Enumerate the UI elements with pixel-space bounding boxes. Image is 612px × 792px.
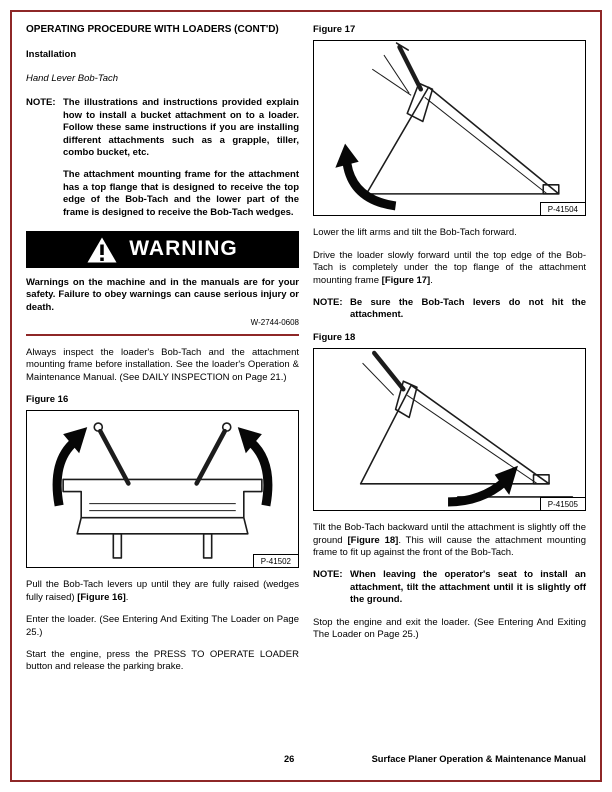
warning-statement: Warnings on the machine and in the manuals are for your safety. Failure to obey warnings can cause serious injury or death.	[26, 277, 299, 313]
start-engine-paragraph: Start the engine, press the PRESS TO OPERATE LOADER button and release the parking brake.	[26, 648, 299, 673]
figure-17-label: Figure 17	[313, 24, 356, 35]
bobtach-tilt-backward-drawing	[314, 349, 585, 510]
section-heading: OPERATING PROCEDURE WITH LOADERS (CONT'D)	[26, 24, 279, 35]
note-illustrations	[26, 97, 299, 159]
note-levers	[313, 297, 586, 322]
note-leaving-seat	[313, 569, 586, 606]
figure-16-label: Figure 16	[26, 393, 69, 405]
note-continuation: The attachment mounting frame for the attachment has a top flange that is designed to receive the top edge of the Bob-Tach and the lower part of the frame is designed to receive the Bob-Tach wedges.	[63, 169, 299, 218]
paragraph-text: .	[125, 591, 129, 603]
manual-title: Surface Planer Operation & Maintenance Manual	[371, 754, 586, 764]
figure-17-reference: [Figure 17]	[381, 274, 431, 286]
bobtach-front-view-drawing	[27, 411, 298, 567]
stop-engine-paragraph: Stop the engine and exit the loader. (See Entering And Exiting The Loader on Page 25.)	[313, 616, 586, 641]
bobtach-tilt-forward-drawing	[314, 41, 585, 215]
lower-arms-paragraph: Lower the lift arms and tilt the Bob-Tach forward.	[313, 227, 517, 239]
warning-code: W-2744-0608	[250, 318, 299, 328]
note-label: NOTE:	[313, 297, 343, 309]
note-label: NOTE:	[26, 97, 56, 109]
figure-16-image	[26, 410, 299, 568]
warning-title: WARNING	[129, 237, 238, 261]
note-text: The illustrations and instructions provided explain how to install a bucket attachment on to a loader. Follow these same instructions if you are installing different attachments such as a grapple, tiller, combo bucket, etc.	[63, 97, 299, 159]
figure-18-label: Figure 18	[313, 331, 356, 343]
section-divider	[26, 334, 299, 336]
note-text: When leaving the operator's seat to install an attachment, tilt the attachment until it is slightly off the ground.	[350, 569, 586, 606]
page-content	[26, 24, 586, 684]
page-footer	[26, 754, 586, 768]
figure-18-reference: [Figure 18]	[347, 534, 399, 546]
enter-loader-paragraph: Enter the loader. (See Entering And Exiting The Loader on Page 25.)	[26, 614, 299, 638]
warning-banner	[26, 231, 299, 268]
page-number: 26	[284, 754, 295, 764]
figure-16-reference: [Figure 16]	[77, 591, 126, 603]
tilt-backward-paragraph	[313, 522, 586, 559]
hand-lever-heading: Hand Lever Bob-Tach	[26, 73, 119, 84]
paragraph-text: . This will cause the attachment mounting frame to fit up against the front of the Bob-Tach.	[313, 534, 586, 559]
figure-18-photo-code: P-41505	[540, 497, 585, 510]
note-text: Be sure the Bob-Tach levers do not hit the attachment.	[350, 297, 586, 321]
paragraph-text: Drive the loader slowly forward until the top edge of the Bob-Tach is completely under the top flange of the attachment mounting frame	[313, 249, 586, 286]
paragraph-text: .	[430, 274, 433, 286]
drive-forward-paragraph	[313, 250, 586, 287]
note-label: NOTE:	[313, 569, 343, 581]
figure-17-photo-code: P-41504	[540, 202, 585, 215]
figure-16-photo-code: P-41502	[253, 554, 298, 567]
installation-heading: Installation	[26, 48, 77, 60]
inspect-paragraph: Always inspect the loader's Bob-Tach and the attachment mounting frame before installation. See the loader's Operation & Maintenance Manual. (See DAILY INSPECTION on Page 21.)	[26, 346, 299, 383]
pull-levers-paragraph	[26, 579, 299, 604]
paragraph-text: Tilt the Bob-Tach backward until the attachment is slightly off the ground	[313, 522, 586, 546]
left-column	[26, 24, 299, 684]
paragraph-text: Pull the Bob-Tach levers up until they are fully raised (wedges fully raised)	[26, 579, 299, 603]
warning-triangle-icon	[87, 237, 117, 263]
right-column	[313, 24, 586, 684]
figure-17-image	[313, 40, 586, 216]
figure-18-image	[313, 348, 586, 511]
